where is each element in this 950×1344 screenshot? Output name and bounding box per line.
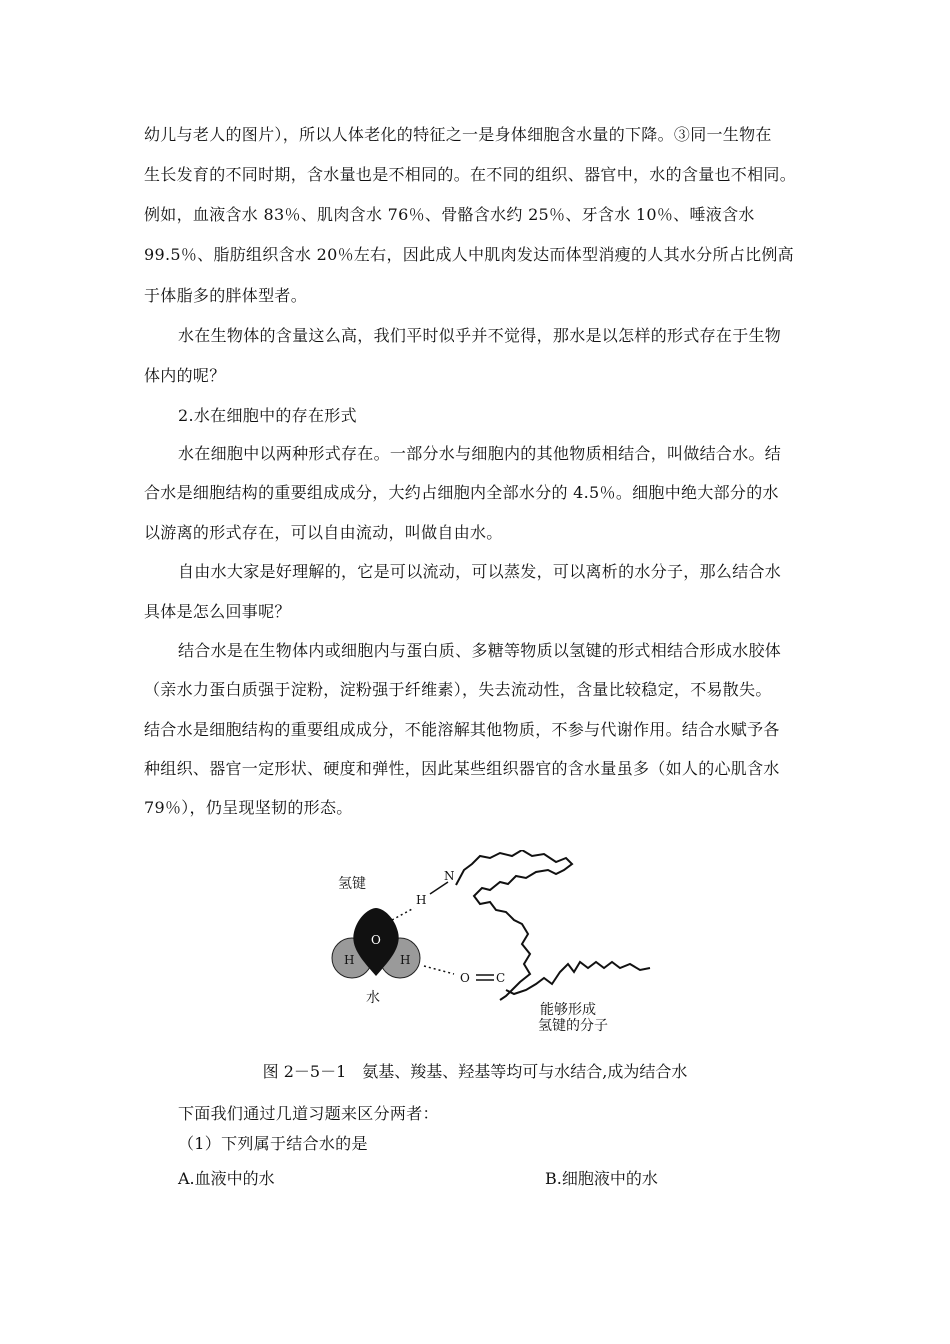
paragraph-line: 79％），仍呈现坚韧的形态。 — [144, 798, 353, 817]
paragraph-line: （亲水力蛋白质强于淀粉，淀粉强于纤维素），失去流动性，含量比较稳定，不易散失。 — [144, 680, 772, 699]
molecule-chain-lower — [506, 962, 650, 994]
hydrogen-bond-upper — [392, 908, 414, 920]
molecule-label-line1: 能够形成 — [540, 1002, 596, 1018]
paragraph-line: 幼儿与老人的图片），所以人体老化的特征之一是身体细胞含水量的下降。③同一生物在 — [144, 125, 772, 144]
figure-water-hydrogen-bond — [330, 850, 660, 1050]
paragraph-line: 合水是细胞结构的重要组成成分，大约占细胞内全部水分的 4.5％。细胞中绝大部分的水 — [144, 483, 779, 502]
paragraph-line: 自由水大家是好理解的，它是可以流动，可以蒸发，可以离析的水分子，那么结合水 — [178, 562, 782, 581]
o-carbonyl-label: O — [460, 971, 470, 985]
hbond-label: 氢键 — [338, 876, 366, 892]
figure-caption: 图 2－5－1 氨基、羧基、羟基等均可与水结合,成为结合水 — [262, 1062, 688, 1081]
paragraph-line: 生长发育的不同时期，含水量也是不相同的。在不同的组织、器官中，水的含量也不相同。 — [144, 165, 797, 184]
molecule-chain-upper — [456, 850, 572, 1000]
paragraph-line: 结合水是细胞结构的重要组成成分，不能溶解其他物质，不参与代谢作用。结合水赋予各 — [144, 720, 780, 739]
paragraph-line: 水在细胞中以两种形式存在。一部分水与细胞内的其他物质相结合，叫做结合水。结 — [178, 444, 782, 463]
option-b: B.细胞液中的水 — [545, 1169, 658, 1188]
h-left-label: H — [344, 953, 355, 967]
paragraph-line: 结合水是在生物体内或细胞内与蛋白质、多糖等物质以氢键的形式相结合形成水胶体 — [178, 641, 782, 660]
paragraph-line: 以游离的形式存在，可以自由流动，叫做自由水。 — [144, 523, 503, 542]
paragraph-line: 于体脂多的胖体型者。 — [144, 286, 308, 305]
o-atom-label: O — [371, 933, 381, 947]
water-label: 水 — [366, 990, 380, 1006]
hydrogen-bond-lower — [424, 966, 454, 974]
n-atom-label: N — [444, 869, 455, 883]
h-n-bond — [430, 882, 448, 894]
h-atom-label: H — [416, 893, 427, 907]
h-right-label: H — [400, 953, 411, 967]
paragraph-line: 具体是怎么回事呢？ — [144, 602, 291, 621]
paragraph-line: 种组织、器官一定形状、硬度和弹性，因此某些组织器官的含水量虽多（如人的心肌含水 — [144, 759, 780, 778]
section-heading: 2.水在细胞中的存在形式 — [178, 406, 357, 425]
question-line: （1）下列属于结合水的是 — [178, 1134, 368, 1153]
option-a: A.血液中的水 — [178, 1169, 275, 1188]
c-atom-label: C — [496, 971, 506, 985]
hydrogen-bond-diagram — [330, 850, 660, 1050]
paragraph-line: 99.5％、脂肪组织含水 20％左右，因此成人中肌肉发达而体型消瘦的人其水分所占比例高 — [144, 245, 794, 264]
paragraph-line: 例如，血液含水 83％、肌肉含水 76％、骨骼含水约 25％、牙含水 10％、唾液含水 — [144, 205, 755, 224]
paragraph-line: 下面我们通过几道习题来区分两者： — [178, 1104, 439, 1123]
paragraph-line: 体内的呢？ — [144, 366, 226, 385]
molecule-label-line2: 氢键的分子 — [538, 1018, 608, 1034]
paragraph-line: 水在生物体的含量这么高，我们平时似乎并不觉得，那水是以怎样的形式存在于生物 — [178, 326, 782, 345]
